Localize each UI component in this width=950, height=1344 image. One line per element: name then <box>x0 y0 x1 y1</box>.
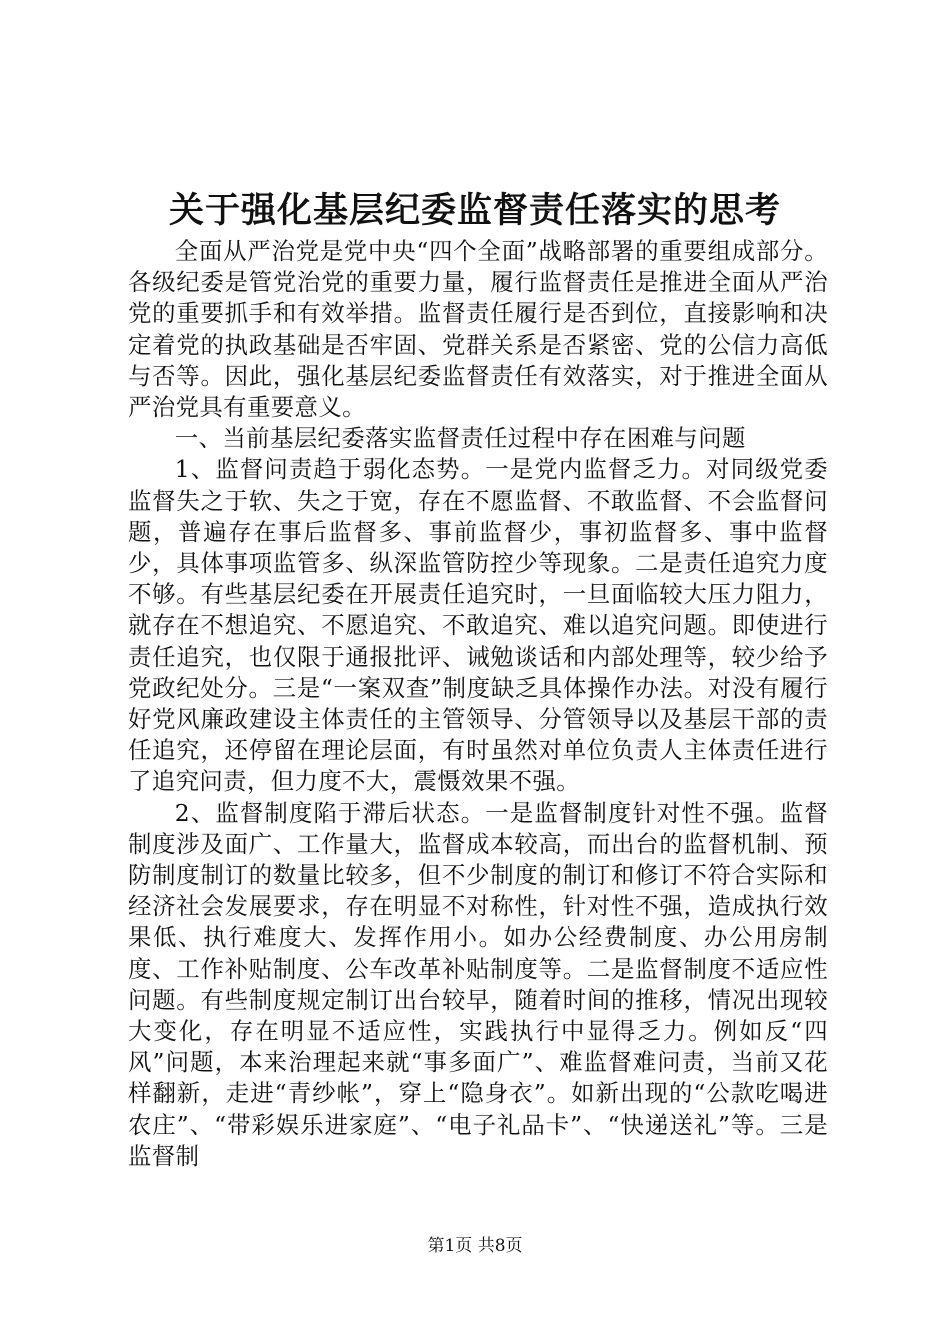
document-title: 关于强化基层纪委监督责任落实的思考 <box>168 190 781 231</box>
document-body <box>128 236 828 1172</box>
section-heading-problems: 一、当前基层纪委落实监督责任过程中存在困难与问题 <box>174 424 746 453</box>
paragraph-intro: 全面从严治党是党中央“四个全面”战略部署的重要组成部分。各级纪委是管党治党的重要力量，履行监督责任是推进全面从严治党的重要抓手和有效举措。监督责任履行是否到位，直接影响和决定着党的执政基础是否牢固、党群关系是否紧密、党的公信力高低与否等。因此，强化基层纪委监督责任有效落实，对于推进全面从严治党具有重要意义。 <box>128 237 828 422</box>
paragraph-point-2: 2、监督制度陷于滞后状态。一是监督制度针对性不强。监督制度涉及面广、工作量大，监督成本较高，而出台的监督机制、预防制度制订的数量比较多，但不少制度的制订和修订不符合实际和经济社会发展要求，存在明显不对称性，针对性不强，造成执行效果低、执行难度大、发挥作用小。如办公经费制度、办公用房制度、工作补贴制度、公车改革补贴制度等。二是监督制度不适应性问题。有些制度规定制订出台较早，随着时间的推移，情况出现较大变化，存在明显不适应性，实践执行中显得乏力。例如反“四风”问题，本来治理起来就“事多面广”、难监督难问责，当前又花样翻新，走进“青纱帐”，穿上“隐身衣”。如新出现的“公款吃喝进农庄”、“带彩娱乐进家庭”、“电子礼品卡”、“快递送礼”等。三是监督制 <box>128 798 828 1170</box>
paragraph-point-1: 1、监督问责趋于弱化态势。一是党内监督乏力。对同级党委监督失之于软、失之于宽，存在不愿监督、不敢监督、不会监督问题，普遍存在事后监督多、事前监督少，事初监督多、事中监督少，具体事项监管多、纵深监管防控少等现象。二是责任追究力度不够。有些基层纪委在开展责任追究时，一旦面临较大压力阻力，就存在不想追究、不愿追究、不敢追究、难以追究问题。即使进行责任追究，也仅限于通报批评、诫勉谈话和内部处理等，较少给予党政纪处分。三是“一案双查”制度缺乏具体操作办法。对没有履行好党风廉政建设主体责任的主管领导、分管领导以及基层干部的责任追究，还停留在理论层面，有时虽然对单位负责人主体责任进行了追究问责，但力度不大，震慑效果不强。 <box>128 455 828 796</box>
page-footer: 第1页 共8页 <box>427 1236 523 1256</box>
